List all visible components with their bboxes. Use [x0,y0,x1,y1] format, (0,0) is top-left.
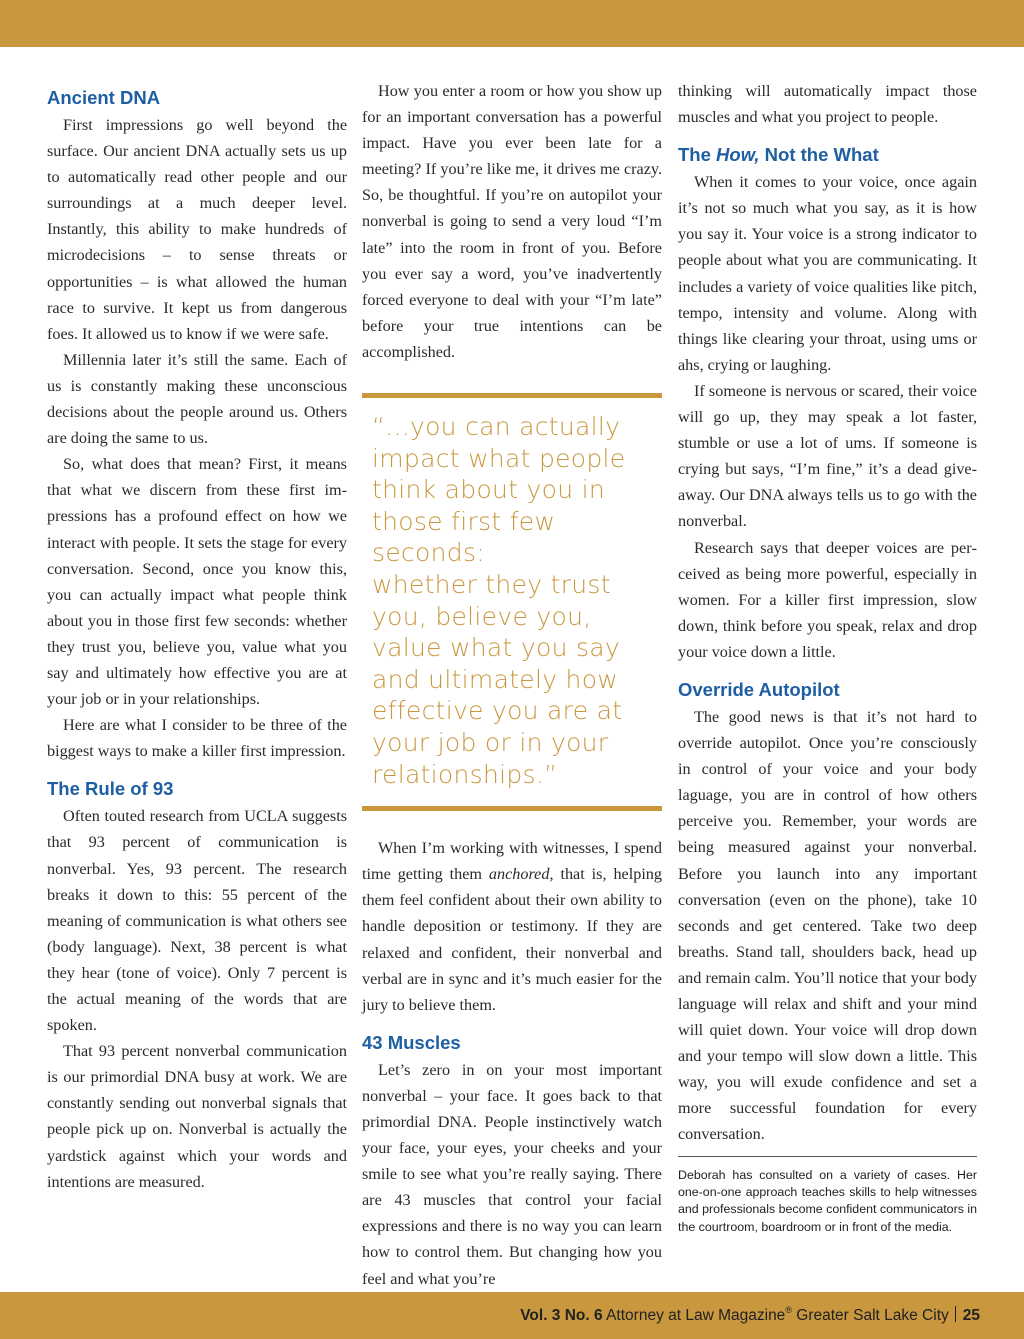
heading-ancient-dna: Ancient DNA [47,87,161,108]
paragraph: That 93 percent nonverbal communication is our primordial DNA busy at work. We are constantly sending out nonverbal signals that people pick up on. Nonverbal is actually the yardstick against which your words and intentions are measured. [47,1042,347,1191]
article-column-2 [362,78,662,1292]
pull-quote-line: effective you are at [372,696,623,726]
footer-separator [955,1306,956,1322]
heading-rule-of-93: The Rule of 93 [47,778,174,800]
paragraph: The good news is that it’s not hard to override autopilot. Once you’re consciously in control of your voice and your body laguage, you are in control of how others perceive you. Remember, your words are being measured against your nonverbal. Before you launch into any important conversation (even on the phone), take 10 seconds and get centered. Take two deep breaths. Stand tall, shoulders back, head up and remain calm. You’ll notice that your body language will relax and shift and your mind will quiet down. Your voice will drop down and your tempo will slow down a little. This way, you will exude confidence and set a more successful foundation for every conversation. [678,707,977,1144]
pull-quote-line: those first few seconds: [372,506,556,568]
bio-divider [678,1156,977,1157]
pull-quote-line: think about you in [372,475,606,505]
paragraph: thinking will automatically impact those muscles and what you project to people. [678,82,977,127]
paragraph: First impressions go well beyond the surface. Our ancient DNA actually sets us up to automatically read other people and our surroundings at a much deeper level. Instantly, this ability to make hundreds of microdecisions – to sense threats or opportunities – is what allowed the human race to survive. It kept us from dangerous foes. It allowed us to know if we were safe. [47,116,347,343]
heading-override-autopilot: Override Autopilot [678,678,840,700]
paragraph: How you enter a room or how you show up for an important conversation has a powerful impact. Have you ever been late for a meeting? If you’re like me, it drives me crazy. So, be thoughtful. If you’re on autopilot your nonverbal is going to send a very loud “I’m late” into the room in front of you. Before you ever say a word, you’ve inadvertently forced everyone to deal with your “I’m late” before your true intentions can be accomplished. [362,82,662,361]
pull-quote-text [362,398,662,806]
paragraph: Here are what I consider to be three of the biggest ways to make a killer first impression. [47,716,347,761]
edition-city: Greater Salt Lake City [796,1307,949,1324]
article-column-1 [47,78,347,1195]
magazine-name: Attorney at Law Magazine [606,1307,786,1324]
paragraph: When it comes to your voice, once again it’s not so much what you say, as it is how you say it. Your voice is a strong indicator to people about what you are communicating. It includes a variety of voice qualities like pitch, tempo, intensity and volume. Along with things like clearing your throat, using ums or ahs, crying or laughing. [678,173,977,374]
article-column-3 [678,78,977,1236]
paragraph: If someone is nervous or scared, their voice will go up, they may speak a lot faster, stumble or use a lot of ums. If someone is crying but says, “I’m fine,” it’s a dead giveaway. Our DNA always tells us to go with the nonverbal. [678,381,977,531]
paragraph: So, what does that mean? First, it means that what we discern from these first impressions has a profound effect on how we interact with people. It sets the stage for every conversation. Second, once you know this, you can actually impact what people think about you in those first few seconds: whether they trust you, believe you, value what you say and ultimately how effective you are at your job or in your relationships. [47,455,347,709]
pull-quote-line: “...you can actually [372,412,621,442]
pull-quote-line: your job or in your [372,727,609,757]
registered-mark: ® [785,1305,792,1315]
paragraph: Millennia later it’s still the same. Each of us is constantly making these unconscious decisions about the people around us. Others are doing the same to us. [47,350,347,448]
pull-quote-line: value what you say [372,633,621,663]
page-number: 25 [962,1307,980,1324]
paragraph: When I’m working with witnesses, I spend time getting them anchored, that is, helping them feel confident about their own ability to handle deposition or testimony. If they are relaxed and confident, their nonverbal and verbal are in sync and it’s much easier for the jury to believe them. [362,839,662,1014]
pull-quote-line: impact what people [372,443,626,473]
pull-quote-line: relationships.” [372,759,558,789]
pull-quote-bottom-rule [362,806,662,811]
paragraph: Let’s zero in on your most important nonverbal – your face. It goes back to that primordial DNA. People instinctively watch your face, your eyes, your cheeks and your smile to see what you’re really saying. There are 43 muscles that control your facial expressions and there is no way you can learn how to control them. But changing how you feel and what you’re [362,1060,662,1288]
paragraph: Research says that deeper voices are perceived as being more powerful, especially in women. For a killer first impression, slow down, think before you speak, relax and drop your voice down a little. [678,538,977,661]
pull-quote-line: you, believe you, [372,601,592,631]
pull-quote [362,393,662,811]
top-accent-bar [0,0,1024,47]
heading-43-muscles: 43 Muscles [362,1031,461,1053]
author-bio: Deborah has consulted on a variety of cases. Her one-on-one approach teaches skills to help witnesses and professionals become confident communicators in the courtroom, boardroom or in front of the media. [678,1167,977,1234]
paragraph: Often touted research from UCLA suggests that 93 percent of communication is nonverbal. Yes, 93 percent. The research breaks it down to this: 55 percent of the meaning of communication is what others see (body language). Next, 38 percent is what they hear (tone of voice). Only 7 percent is the actual meaning of the words that are spoken. [47,807,347,1035]
pull-quote-line: whether they trust [372,570,611,599]
heading-how-not-what: The How, Not the What [678,144,879,166]
issue-number: Vol. 3 No. 6 [520,1307,603,1324]
page-footer [520,1305,980,1327]
pull-quote-line: and ultimately how [372,664,619,694]
